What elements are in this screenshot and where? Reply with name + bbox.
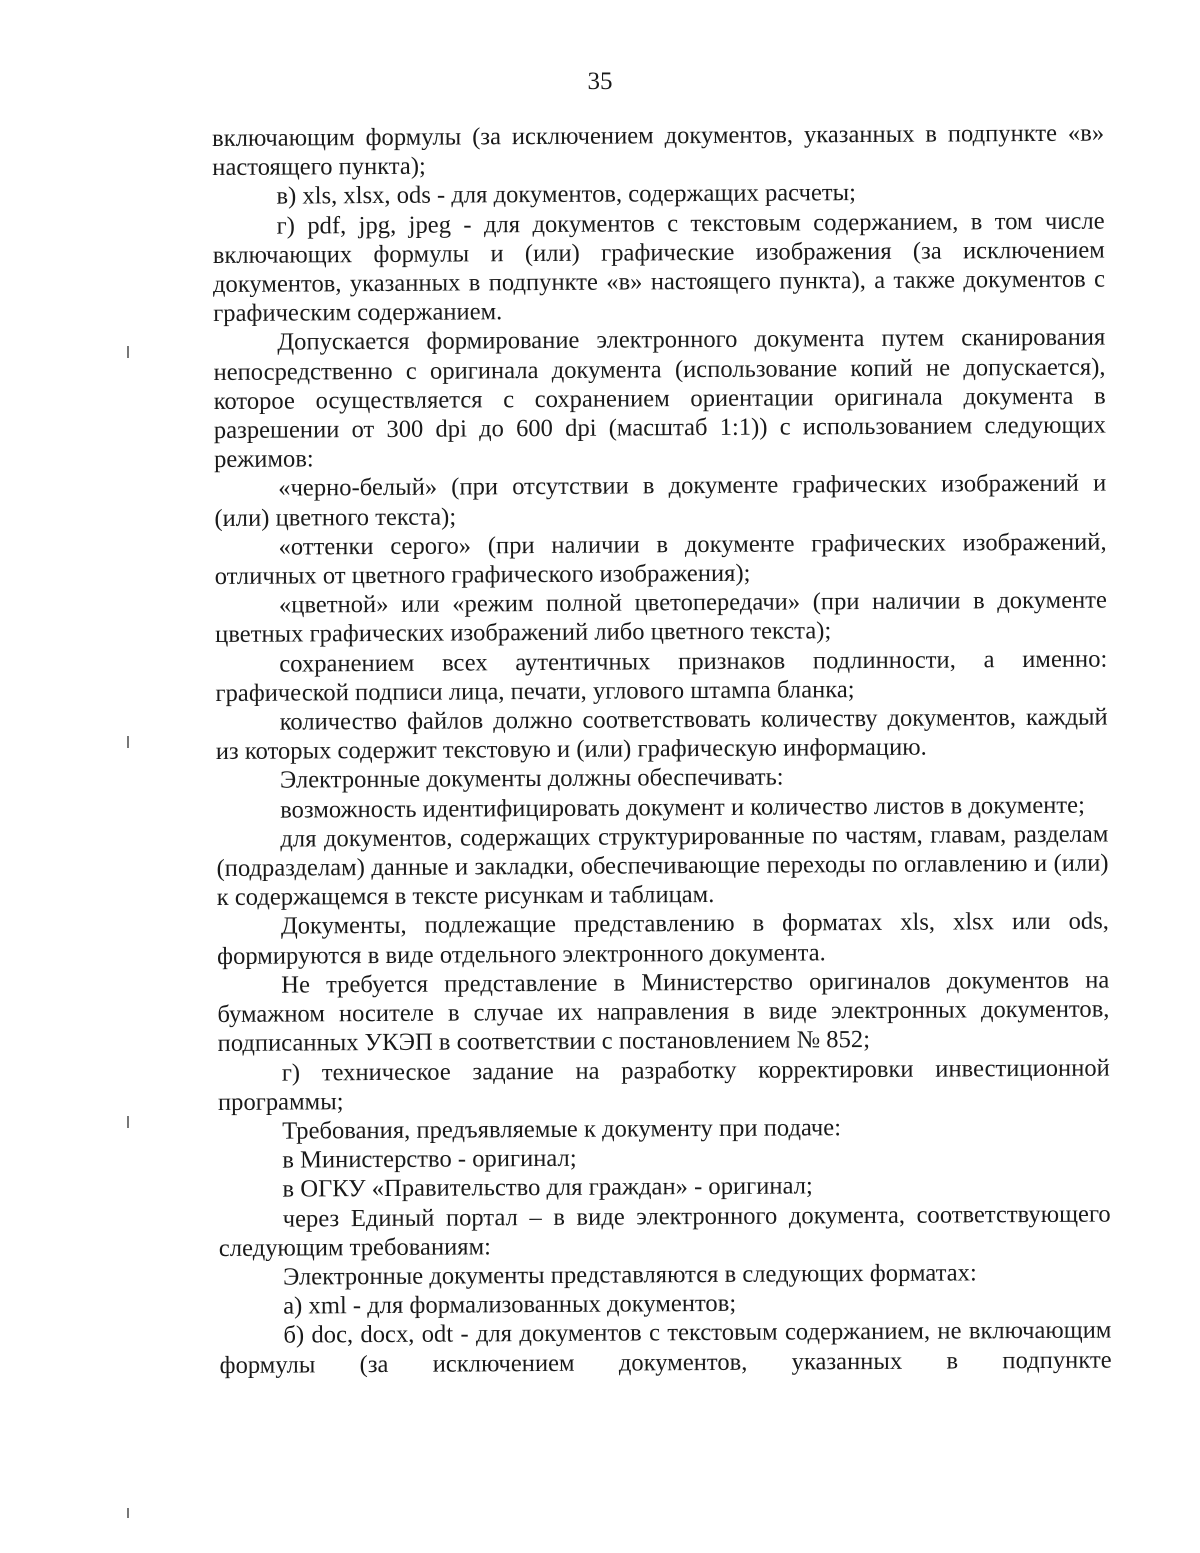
paragraph: «цветной» или «режим полной цветопередачи» (при наличии в документе цветных графических изображений либо цветного текста); (215, 586, 1108, 649)
scan-edge-mark (127, 346, 129, 358)
paragraph: в ОГКУ «Правительство для граждан» - оригинал; (282, 1172, 813, 1203)
document-body (212, 119, 1112, 1380)
paragraph: а) xml - для формализованных документов; (283, 1289, 737, 1320)
paragraph: Не требуется представление в Министерство оригиналов документов на бумажном носителе в случае их направления в виде электронных документов, подписанных УКЭП в соответствии с постановлением № 852; (217, 966, 1110, 1058)
paragraph: «черно-белый» (при отсутствии в документе графических изображений и (или) цветного текста); (214, 469, 1107, 532)
paragraph: через Единый портал – в виде электронного документа, соответствующего следующим требованиям: (218, 1200, 1111, 1262)
paragraph: Допускается формирование электронного документа путем сканирования непосредственно с оригинала документа (использование копий не допускается), которое осуществляется с сохранением ориентации оригинала документа в разрешении от 300 dpi до 600 dpi (масштаб 1:1)) с использованием следующих режимов: (213, 323, 1106, 474)
paragraph: г) техническое задание на разработку корректировки инвестиционной программы; (217, 1054, 1110, 1116)
paragraph: Требования, предъявляемые к документу при подаче: (282, 1114, 842, 1145)
scan-edge-mark (127, 1116, 129, 1128)
paragraph: г) pdf, jpg, jpeg - для документов с текстовым содержанием, в том числе включающих формулы и (или) графические изображения (за исключением документов, указанных в подпункте «в» настоящего пункта), а также документов с графическим содержанием. (212, 207, 1106, 328)
paragraph: возможность идентифицировать документ и количество листов в документе; (280, 791, 1085, 824)
paragraph: Документы, подлежащие представлению в форматах xls, xlsx или ods, формируются в виде отдельного электронного документа. (217, 908, 1109, 970)
scan-edge-mark (127, 1508, 129, 1518)
paragraph: сохранением всех аутентичных признаков подлинности, а именно: графической подписи лица, печати, углового штампа бланка; (215, 645, 1108, 707)
paragraph: «оттенки серого» (при наличии в документе графических изображений, отличных от цветного графического изображения); (214, 528, 1107, 591)
paragraph: для документов, содержащих структурированные по частям, главам, разделам (подразделам) данные и закладки, обеспечивающие переходы по оглавлению и (или) к содержащемся в тексте рисункам и таблицам. (216, 820, 1109, 912)
paragraph: в) xls, xlsx, ods - для документов, содержащих расчеты; (276, 179, 857, 211)
paragraph: включающим формулы (за исключением документов, указанных в подпункте «в» настоящего пункта); (212, 119, 1105, 182)
scan-edge-mark (127, 736, 129, 748)
paragraph: в Министерство - оригинал; (282, 1144, 577, 1174)
page-number: 35 (587, 68, 613, 95)
paragraph: Электронные документы должны обеспечивать: (279, 763, 784, 795)
paragraph: количество файлов должно соответствовать количеству документов, каждый из которых содержит текстовую и (или) графическую информацию. (215, 703, 1108, 766)
paragraph: Электронные документы представляются в следующих форматах: (282, 1259, 977, 1291)
paragraph: б) doc, docx, odt - для документов с текстовым содержанием, не включающим формулы (за исключением документов, указанных в подпункте (219, 1316, 1112, 1379)
